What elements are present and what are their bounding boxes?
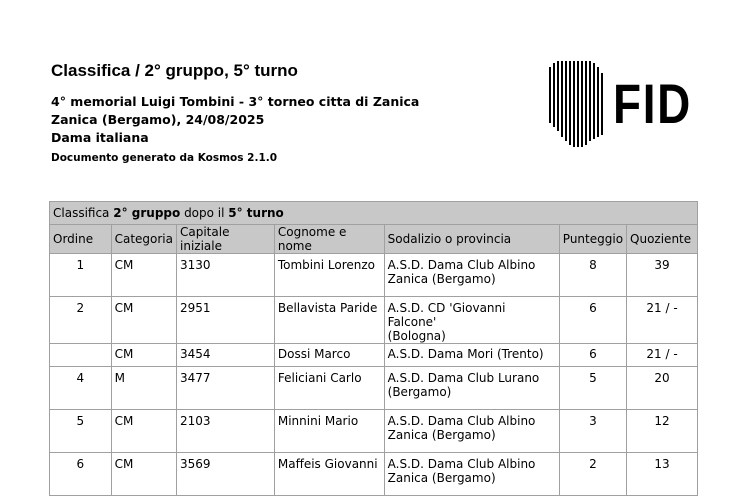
column-header: Quoziente — [627, 225, 698, 254]
column-header: Ordine — [50, 225, 112, 254]
table-row: 1 CM 3130 Tombini Lorenzo A.S.D. Dama Club Albino Zanica (Bergamo) 8 39 — [50, 254, 698, 297]
generated-by-note: Documento generato da Kosmos 2.1.0 — [51, 152, 278, 164]
logo-text: FID — [613, 72, 692, 135]
logo-bars-icon — [549, 61, 613, 147]
table-row: CM 3454 Dossi Marco A.S.D. Dama Mori (Trento) 6 21 / - — [50, 344, 698, 367]
table-row: 4 M 3477 Feliciani Carlo A.S.D. Dama Club Lurano (Bergamo) 5 20 — [50, 367, 698, 410]
column-header: Cognome e nome — [274, 225, 384, 254]
table-row: 6 CM 3569 Maffeis Giovanni A.S.D. Dama Club Albino Zanica (Bergamo) 2 13 — [50, 453, 698, 496]
event-info — [51, 93, 419, 147]
column-header: Categoria — [111, 225, 176, 254]
event-game-type: Dama italiana — [51, 130, 149, 145]
column-header: Capitale iniziale — [177, 225, 275, 254]
page-title: Classifica / 2° gruppo, 5° turno — [51, 61, 298, 80]
table-caption: Classifica 2° gruppo dopo il 5° turno — [50, 202, 698, 225]
table-row: 5 CM 2103 Minnini Mario A.S.D. Dama Club Albino Zanica (Bergamo) 3 12 — [50, 410, 698, 453]
event-location-date: Zanica (Bergamo), 24/08/2025 — [51, 112, 265, 127]
column-header: Punteggio — [559, 225, 626, 254]
fid-logo — [549, 61, 699, 147]
standings-table — [49, 201, 698, 496]
table-row: 2 CM 2951 Bellavista Paride A.S.D. CD 'Giovanni Falcone' (Bologna) 6 21 / - — [50, 297, 698, 344]
event-name: 4° memorial Luigi Tombini - 3° torneo citta di Zanica — [51, 94, 420, 109]
column-header: Sodalizio o provincia — [384, 225, 559, 254]
